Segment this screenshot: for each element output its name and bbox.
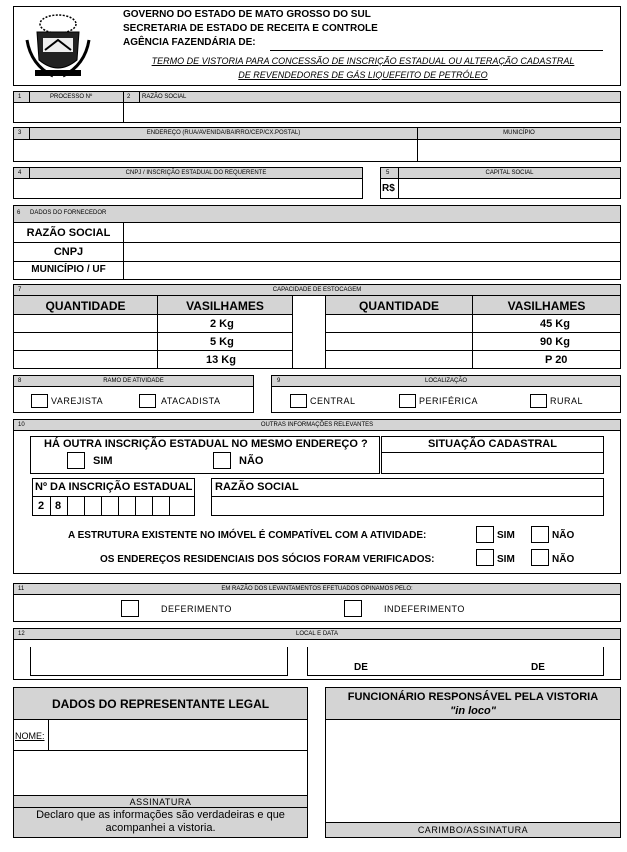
cylinder-p20: P 20 [545, 354, 568, 366]
legal-representative-title: DADOS DO REPRESENTANTE LEGAL [51, 697, 270, 711]
right-cylinders-header: VASILHAMES [507, 299, 586, 313]
section-6-number: 6 [17, 210, 21, 216]
wholesale-label: ATACADISTA [161, 396, 221, 406]
supplier-row-company: RAZÃO SOCIAL [26, 227, 111, 239]
other-inscription-yes-label: SIM [93, 455, 113, 467]
document-title-line1: TERMO DE VISTORIA PARA CONCESSÃO DE INSCRIÇÃO ESTADUAL OU ALTERAÇÃO CADASTRAL [151, 56, 575, 66]
other-inscription-question: HÁ OUTRA INSCRIÇÃO ESTADUAL NO MESMO ENDEREÇO ? [44, 438, 368, 450]
rural-label: RURAL [550, 396, 584, 406]
date-de-1: DE [354, 662, 368, 673]
inscription-number-label: Nº DA INSCRIÇÃO ESTADUAL [35, 481, 193, 493]
other-info-label: OUTRAS INFORMAÇÕES RELEVANTES [260, 422, 374, 428]
signature-label: ASSINATURA [129, 797, 192, 807]
section-11-number: 11 [18, 586, 25, 592]
representative-signature-field[interactable] [14, 751, 307, 795]
municipality-label: MUNICÍPIO [503, 130, 535, 136]
approval-label: DEFERIMENTO [161, 604, 232, 614]
section-3-number: 3 [18, 130, 22, 136]
supplier-row-municipality: MUNICÍPIO / UF [31, 264, 106, 275]
declaration-text: Declaro que as informações são verdadeiras e que acompanhei a vistoria. [36, 809, 285, 834]
other-inscription-no-label: NÃO [239, 455, 264, 467]
qty-45kg-field[interactable] [326, 315, 472, 332]
inspector-subtitle: "in loco" [450, 705, 496, 717]
place-field[interactable] [30, 647, 288, 676]
date-de-2: DE [531, 662, 545, 673]
inscription-company-label: RAZÃO SOCIAL [215, 481, 299, 493]
other-inscription-no-checkbox[interactable] [213, 452, 231, 469]
activity-label: RAMO DE ATIVIDADE [103, 378, 164, 384]
inspector-signature-field[interactable] [326, 720, 620, 822]
date-field[interactable] [307, 647, 604, 676]
addresses-yes-checkbox[interactable] [476, 549, 494, 566]
section-12-number: 12 [18, 631, 25, 637]
qty-p20-field[interactable] [326, 351, 472, 368]
cylinder-13kg: 13 Kg [206, 354, 236, 366]
header-line-government: GOVERNO DO ESTADO DE MATO GROSSO DO SUL [123, 9, 371, 20]
left-cylinders-header: VASILHAMES [186, 299, 264, 313]
supplier-label: DADOS DO FORNECEDOR [30, 210, 107, 216]
cylinder-5kg: 5 Kg [210, 336, 234, 348]
address-field[interactable] [14, 140, 417, 161]
state-coat-of-arms [23, 10, 93, 82]
cnpj-field[interactable] [14, 179, 362, 198]
inscription-digit-2: 8 [55, 500, 62, 512]
supplier-municipality-field[interactable] [124, 262, 620, 279]
agency-name-field[interactable] [270, 50, 603, 51]
cylinder-90kg: 90 Kg [540, 336, 570, 348]
process-number-label: PROCESSO Nº [50, 94, 93, 100]
supplier-company-field[interactable] [124, 223, 620, 242]
representative-name-field[interactable] [49, 720, 307, 750]
peripheral-label: PERIFÉRICA [419, 396, 479, 406]
company-name-label: RAZÃO SOCIAL [142, 94, 187, 100]
inspector-title: FUNCIONÁRIO RESPONSÁVEL PELA VISTORIA [347, 691, 599, 703]
qty-5kg-field[interactable] [14, 333, 157, 350]
section-8-number: 8 [18, 378, 22, 384]
peripheral-checkbox[interactable] [399, 394, 416, 408]
address-label: ENDEREÇO (RUA/AVENIDA/BAIRRO/CEP/CX.POSTAL) [146, 130, 301, 136]
cylinder-45kg: 45 Kg [540, 318, 570, 330]
cylinder-2kg: 2 Kg [210, 318, 234, 330]
section-10-number: 10 [18, 422, 25, 428]
structure-no-label: NÃO [552, 530, 575, 541]
qty-13kg-field[interactable] [14, 351, 157, 368]
currency-symbol: R$ [382, 183, 395, 194]
structure-yes-checkbox[interactable] [476, 526, 494, 543]
section-9-number: 9 [277, 378, 281, 384]
approval-checkbox[interactable] [121, 600, 139, 617]
left-quantity-header: QUANTIDADE [45, 299, 126, 313]
section-7-number: 7 [18, 287, 22, 293]
company-name-field[interactable] [124, 103, 620, 122]
supplier-cnpj-field[interactable] [124, 243, 620, 261]
process-number-field[interactable] [14, 103, 123, 122]
inscription-digit-1: 2 [38, 500, 45, 512]
section-4-number: 4 [18, 170, 22, 176]
addresses-verified-question: OS ENDEREÇOS RESIDENCIAIS DOS SÓCIOS FORAM VERIFICADOS: [100, 554, 435, 565]
structure-compatible-question: A ESTRUTURA EXISTENTE NO IMÓVEL É COMPATÍVEL COM A ATIVIDADE: [68, 530, 427, 541]
capital-label: CAPITAL SOCIAL [485, 170, 534, 176]
rejection-checkbox[interactable] [344, 600, 362, 617]
document-title-line2: DE REVENDEDORES DE GÁS LIQUEFEITO DE PETRÓLEO [238, 70, 488, 80]
structure-yes-label: SIM [497, 530, 515, 541]
cadastral-situation-label: SITUAÇÃO CADASTRAL [428, 438, 557, 450]
retail-checkbox[interactable] [31, 394, 48, 408]
section-5-number: 5 [386, 170, 390, 176]
addresses-yes-label: SIM [497, 554, 515, 565]
retail-label: VAREJISTA [51, 396, 104, 406]
rejection-label: INDEFERIMENTO [384, 604, 465, 614]
other-inscription-yes-checkbox[interactable] [67, 452, 85, 469]
central-checkbox[interactable] [290, 394, 307, 408]
rural-checkbox[interactable] [530, 394, 547, 408]
header-line-secretary: SECRETARIA DE ESTADO DE RECEITA E CONTROLE [123, 23, 378, 34]
structure-no-checkbox[interactable] [531, 526, 549, 543]
section-2-number: 2 [127, 94, 131, 100]
qty-90kg-field[interactable] [326, 333, 472, 350]
wholesale-checkbox[interactable] [139, 394, 156, 408]
storage-label: CAPACIDADE DE ESTOCAGEM [272, 287, 362, 293]
section-process-header [14, 92, 620, 102]
municipality-field[interactable] [418, 140, 620, 161]
capital-field[interactable] [399, 179, 620, 198]
right-quantity-header: QUANTIDADE [359, 299, 439, 313]
representative-name-label: NOME: [15, 731, 45, 741]
supplier-row-cnpj: CNPJ [53, 246, 84, 258]
opinion-label: EM RAZÃO DOS LEVANTAMENTOS EFETUADOS OPINAMOS PELO: [221, 586, 413, 592]
qty-2kg-field[interactable] [14, 315, 157, 332]
stamp-signature-label: CARIMBO/ASSINATURA [417, 825, 529, 835]
addresses-no-checkbox[interactable] [531, 549, 549, 566]
central-label: CENTRAL [310, 396, 356, 406]
location-label: LOCALIZAÇÃO [424, 378, 467, 384]
cnpj-label: CNPJ / INSCRIÇÃO ESTADUAL DO REQUERENTE [125, 170, 267, 176]
section-1-number: 1 [18, 94, 22, 100]
addresses-no-label: NÃO [552, 554, 575, 565]
place-date-label: LOCAL E DATA [296, 631, 338, 637]
header-line-agency: AGÊNCIA FAZENDÁRIA DE: [123, 37, 256, 48]
